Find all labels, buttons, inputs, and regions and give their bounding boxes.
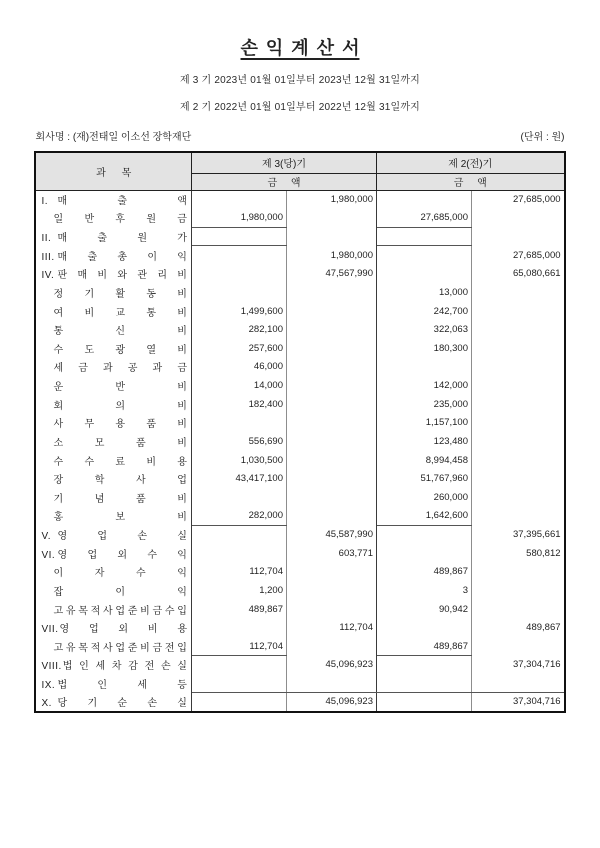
- amount-prior-total: [472, 674, 565, 693]
- amount-prior-detail: [377, 358, 472, 377]
- amount-prior-detail: 489,867: [377, 637, 472, 656]
- amount-current-total: [286, 283, 376, 302]
- amount-current-detail: 112,704: [191, 637, 286, 656]
- account-numeral: VI.: [41, 549, 56, 561]
- amount-current-detail: 112,704: [191, 563, 286, 582]
- company-name: 회사명 : (재)전태일 이소선 장학재단: [35, 132, 192, 143]
- account-name: 고 유 목 적 사 업 준 비 금 수 입: [53, 605, 187, 617]
- account-label: [35, 190, 191, 209]
- table-row: [35, 469, 564, 488]
- amount-current-total: [286, 637, 376, 656]
- account-label: [35, 451, 191, 470]
- table-row: [35, 618, 564, 637]
- column-header-amount-current: 금 액: [191, 173, 376, 190]
- amount-current-total: [286, 302, 376, 321]
- amount-current-total: 1,980,000: [286, 246, 376, 265]
- amount-current-total: [286, 414, 376, 433]
- account-name: 법 인 세 등: [57, 680, 187, 692]
- meta-row: [36, 128, 565, 143]
- amount-prior-detail: 3: [377, 581, 472, 600]
- account-name: 장 학 사 업: [53, 475, 187, 487]
- table-row: [35, 320, 564, 339]
- account-label: [35, 563, 191, 582]
- amount-prior-total: [472, 414, 565, 433]
- amount-prior-total: [472, 320, 565, 339]
- amount-current-total: [286, 395, 376, 414]
- table-row: [35, 525, 564, 544]
- table-row: [35, 209, 564, 228]
- account-label: [35, 581, 191, 600]
- table-row: [35, 656, 564, 675]
- amount-current-total: 603,771: [286, 544, 376, 563]
- table-row: [35, 376, 564, 395]
- amount-current-detail: 1,200: [191, 581, 286, 600]
- amount-current-detail: [191, 246, 286, 265]
- account-label: [35, 618, 191, 637]
- account-name: 매 출 액: [57, 196, 187, 208]
- amount-prior-total: [472, 637, 565, 656]
- amount-current-detail: 182,400: [191, 395, 286, 414]
- table-row: [35, 302, 564, 321]
- amount-prior-total: 37,304,716: [512, 696, 561, 708]
- amount-current-detail: [191, 693, 286, 712]
- account-name: 영 업 외 수 익: [57, 549, 187, 561]
- account-name: 정 기 활 동 비: [53, 288, 187, 300]
- amount-prior-total: [472, 339, 565, 358]
- amount-current-detail: [191, 674, 286, 693]
- table-row: [35, 227, 564, 246]
- page-title-text: 손 익 계 산 서: [240, 38, 360, 58]
- amount-current-total: [286, 451, 376, 470]
- amount-prior-detail: 489,867: [377, 563, 472, 582]
- amount-prior-detail: [377, 618, 472, 637]
- account-label: [35, 637, 191, 656]
- account-name: 영 업 손 실: [57, 531, 187, 543]
- amount-prior-total: [472, 432, 565, 451]
- account-name: 소 모 품 비: [53, 437, 187, 449]
- amount-prior-detail: 260,000: [377, 488, 472, 507]
- account-label: [35, 376, 191, 395]
- account-label: [35, 674, 191, 693]
- account-label: [35, 320, 191, 339]
- account-label: [35, 283, 191, 302]
- amount-prior-detail: [377, 246, 472, 265]
- table-row: [35, 544, 564, 563]
- amount-prior-detail: 322,063: [377, 320, 472, 339]
- amount-prior-detail: [377, 544, 472, 563]
- column-header-account: 과 목: [35, 152, 191, 190]
- amount-current-total: 1,980,000: [286, 190, 376, 209]
- amount-current-detail: 489,867: [191, 600, 286, 619]
- amount-prior-total: [472, 507, 565, 526]
- amount-prior-total: 27,685,000: [512, 249, 561, 261]
- account-label: [35, 469, 191, 488]
- table-row: [35, 507, 564, 526]
- period-prior-line: 제 2 기 2022년 01월 01일부터 2022년 12월 31일까지: [179, 102, 421, 113]
- table-row: [35, 451, 564, 470]
- amount-prior-total: 37,395,661: [512, 529, 561, 541]
- account-name: 영 업 외 비 용: [59, 624, 187, 636]
- amount-current-detail: 282,100: [191, 320, 286, 339]
- amount-current-detail: 1,980,000: [191, 209, 286, 228]
- column-header-prior-period: 제 2(전)기: [377, 152, 565, 173]
- unit-label: (단위 : 원): [520, 132, 565, 143]
- amount-prior-detail: 90,942: [377, 600, 472, 619]
- amount-prior-detail: 242,700: [377, 302, 472, 321]
- amount-current-total: [286, 507, 376, 526]
- amount-current-detail: [191, 265, 286, 284]
- table-row: [35, 693, 564, 712]
- amount-prior-detail: [377, 656, 472, 675]
- account-name: 고 유 목 적 사 업 준 비 금 전 입: [53, 642, 187, 654]
- amount-current-total: [286, 600, 376, 619]
- amount-prior-detail: [377, 265, 472, 284]
- account-label: [35, 432, 191, 451]
- amount-prior-total: 27,685,000: [512, 194, 561, 206]
- amount-prior-detail: 1,157,100: [377, 414, 472, 433]
- account-name: 판 매 비 와 관 리 비: [57, 270, 187, 282]
- amount-prior-detail: 51,767,960: [377, 469, 472, 488]
- account-numeral: III.: [41, 251, 55, 263]
- amount-prior-total: 580,812: [526, 547, 561, 559]
- amount-prior-total: [472, 302, 565, 321]
- account-numeral: VIII.: [41, 661, 62, 673]
- account-label: [35, 693, 191, 712]
- amount-current-total: 45,096,923: [286, 693, 376, 712]
- table-row: [35, 488, 564, 507]
- table-row: [35, 563, 564, 582]
- amount-prior-total: 65,080,661: [512, 268, 561, 280]
- amount-current-total: [286, 563, 376, 582]
- amount-current-total: 45,096,923: [286, 656, 376, 675]
- amount-prior-detail: 123,480: [377, 432, 472, 451]
- account-numeral: II.: [41, 233, 52, 245]
- account-label: [35, 488, 191, 507]
- account-name: 잡 이 익: [53, 586, 187, 598]
- amount-current-total: [286, 358, 376, 377]
- amount-prior-detail: 8,994,458: [377, 451, 472, 470]
- amount-current-detail: 556,690: [191, 432, 286, 451]
- amount-current-detail: [191, 544, 286, 563]
- amount-prior-total: [472, 376, 565, 395]
- account-label: [35, 302, 191, 321]
- income-statement-table: [34, 151, 565, 713]
- account-numeral: X.: [41, 698, 52, 710]
- table-row: [35, 581, 564, 600]
- table-body: [35, 190, 564, 712]
- table-row: [35, 190, 564, 209]
- account-name: 운 반 비: [53, 382, 187, 394]
- account-label: [35, 246, 191, 265]
- amount-current-detail: 46,000: [191, 358, 286, 377]
- amount-current-detail: [191, 227, 286, 246]
- amount-prior-total: 489,867: [526, 622, 561, 634]
- account-label: [35, 227, 191, 246]
- table-row: [35, 358, 564, 377]
- table-row: [35, 637, 564, 656]
- amount-current-detail: [191, 656, 286, 675]
- amount-current-total: 45,587,990: [286, 525, 376, 544]
- amount-current-total: [286, 209, 376, 228]
- amount-prior-detail: [377, 525, 472, 544]
- amount-current-detail: [191, 525, 286, 544]
- account-label: [35, 414, 191, 433]
- table-row: [35, 265, 564, 284]
- amount-current-detail: [191, 414, 286, 433]
- account-label: [35, 339, 191, 358]
- amount-current-detail: 14,000: [191, 376, 286, 395]
- account-name: 당 기 순 손 실: [57, 698, 187, 710]
- amount-prior-total: [472, 451, 565, 470]
- account-label: [35, 525, 191, 544]
- amount-current-detail: 282,000: [191, 507, 286, 526]
- amount-current-total: [286, 376, 376, 395]
- table-row: [35, 674, 564, 693]
- account-numeral: I.: [41, 196, 49, 208]
- column-header-current-period: 제 3(당)기: [191, 152, 376, 173]
- page-title: [0, 0, 600, 60]
- amount-prior-detail: 27,685,000: [377, 209, 472, 228]
- account-label: [35, 358, 191, 377]
- amount-prior-total: [472, 395, 565, 414]
- account-name: 이 자 수 익: [53, 568, 187, 580]
- account-name: 사 무 용 품 비: [53, 419, 187, 431]
- account-name: 법 인 세 차 감 전 손 실: [62, 661, 187, 673]
- amount-prior-total: [472, 581, 565, 600]
- account-label: [35, 395, 191, 414]
- amount-prior-detail: [377, 693, 472, 712]
- account-label: [35, 265, 191, 284]
- account-numeral: V.: [41, 531, 52, 543]
- account-label: [35, 507, 191, 526]
- account-numeral: IV.: [41, 270, 55, 282]
- account-numeral: VII.: [41, 624, 59, 636]
- amount-prior-detail: 1,642,600: [377, 507, 472, 526]
- amount-current-total: [286, 339, 376, 358]
- amount-prior-detail: [377, 227, 472, 246]
- account-name: 수 도 광 열 비: [53, 344, 187, 356]
- account-name: 수 수 료 비 용: [53, 456, 187, 468]
- table-row: [35, 395, 564, 414]
- account-label: [35, 600, 191, 619]
- account-label: [35, 209, 191, 228]
- column-header-amount-prior: 금 액: [377, 173, 565, 190]
- amount-prior-total: [472, 600, 565, 619]
- amount-current-detail: [191, 618, 286, 637]
- amount-prior-total: [472, 488, 565, 507]
- table-row: [35, 414, 564, 433]
- table-row: [35, 246, 564, 265]
- account-name: 통 신 비: [53, 326, 187, 338]
- account-name: 매 출 총 이 익: [57, 251, 187, 263]
- amount-current-total: [286, 488, 376, 507]
- amount-prior-total: [472, 469, 565, 488]
- amount-prior-total: [472, 209, 565, 228]
- amount-current-detail: 1,030,500: [191, 451, 286, 470]
- amount-prior-detail: 235,000: [377, 395, 472, 414]
- amount-current-detail: 257,600: [191, 339, 286, 358]
- amount-current-total: 112,704: [286, 618, 376, 637]
- amount-prior-detail: [377, 674, 472, 693]
- amount-current-detail: [191, 488, 286, 507]
- amount-current-total: [286, 469, 376, 488]
- amount-prior-total: [472, 563, 565, 582]
- table-row: [35, 600, 564, 619]
- account-numeral: IX.: [41, 680, 56, 692]
- account-name: 여 비 교 통 비: [53, 307, 187, 319]
- amount-current-detail: [191, 283, 286, 302]
- amount-prior-detail: 142,000: [377, 376, 472, 395]
- amount-current-detail: 43,417,100: [191, 469, 286, 488]
- amount-prior-total: 37,304,716: [512, 659, 561, 671]
- account-name: 회 의 비: [53, 400, 187, 412]
- account-label: [35, 656, 191, 675]
- amount-current-total: [286, 432, 376, 451]
- account-label: [35, 544, 191, 563]
- account-name: 매 출 원 가: [57, 233, 187, 245]
- amount-current-detail: [191, 190, 286, 209]
- amount-prior-detail: 180,300: [377, 339, 472, 358]
- table-row: [35, 432, 564, 451]
- amount-current-total: [286, 320, 376, 339]
- account-name: 홍 보 비: [53, 512, 187, 524]
- amount-current-total: [286, 227, 376, 246]
- table-header: [35, 152, 564, 190]
- table-row: [35, 283, 564, 302]
- amount-current-total: 47,567,990: [286, 265, 376, 284]
- table-row: [35, 339, 564, 358]
- account-name: 기 념 품 비: [53, 493, 187, 505]
- amount-prior-total: [472, 283, 565, 302]
- amount-current-total: [286, 674, 376, 693]
- amount-current-detail: 1,499,600: [191, 302, 286, 321]
- amount-prior-detail: 13,000: [377, 283, 472, 302]
- amount-current-total: [286, 581, 376, 600]
- amount-prior-detail: [377, 190, 472, 209]
- amount-prior-total: [472, 227, 565, 246]
- account-name: 일 반 후 원 금: [53, 214, 187, 226]
- account-name: 세 금 과 공 과 금: [53, 363, 187, 375]
- period-current-line: 제 3 기 2023년 01월 01일부터 2023년 12월 31일까지: [179, 75, 421, 86]
- amount-prior-total: [472, 358, 565, 377]
